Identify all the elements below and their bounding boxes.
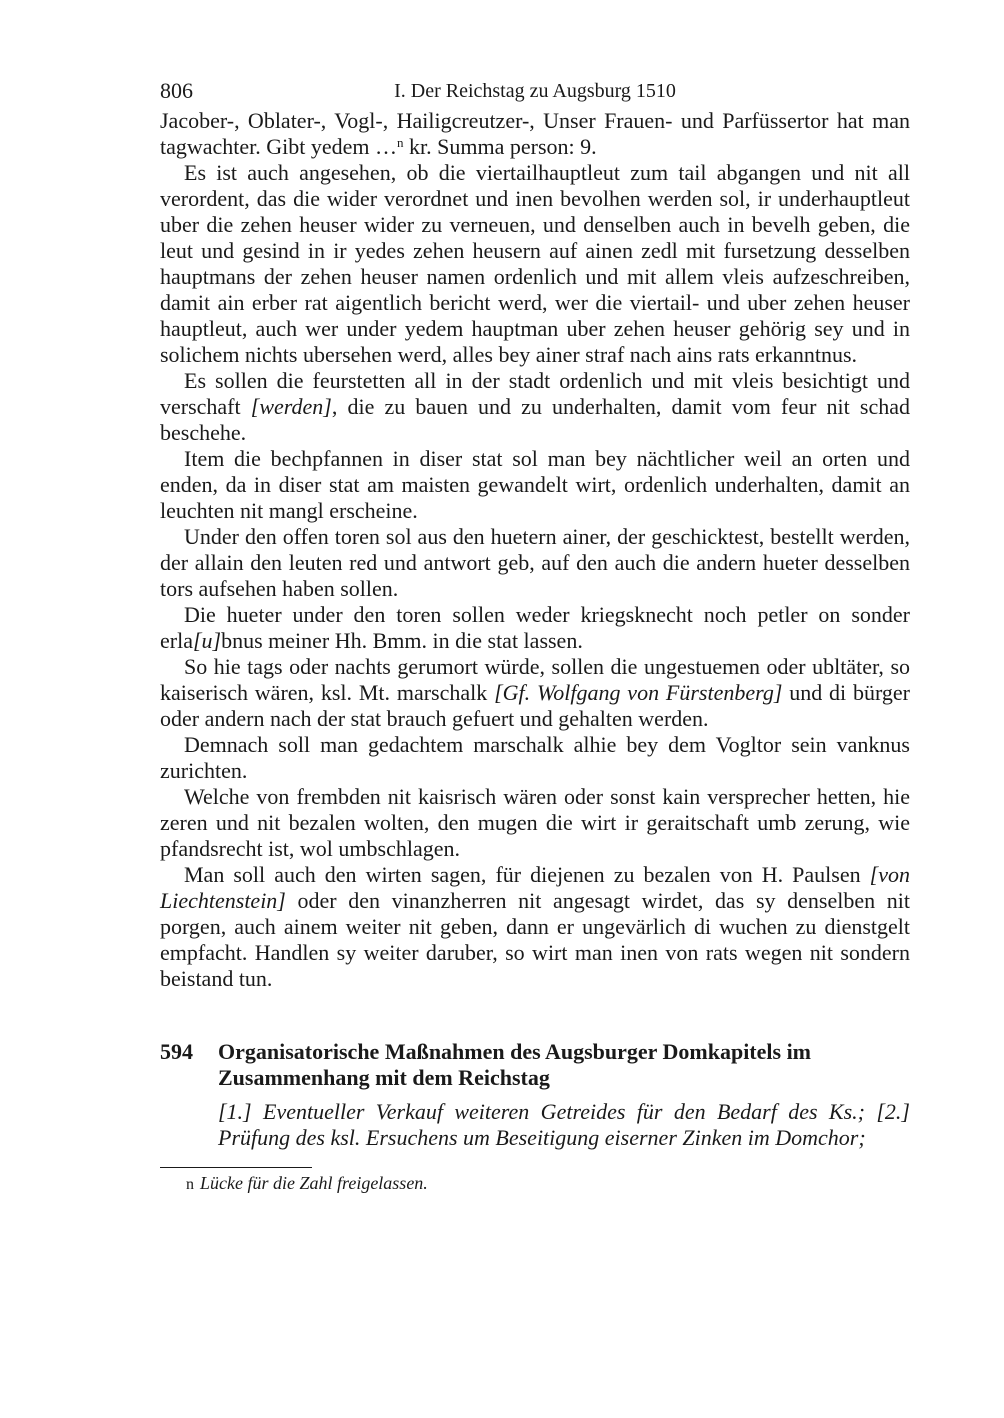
text-run: und di bürger oder andern nach der stat brauch gefuert und gehalten werden. [160,680,910,731]
text-run: Es sollen die feurstetten all in der stadt ordenlich und mit vleis besichtigt und verschaft [160,368,910,419]
editorial-insertion: [von Liechtenstein] [160,862,910,913]
paragraph [160,654,910,732]
editorial-insertion: [werden] [250,394,332,419]
paragraph [160,160,910,368]
editorial-insertion: [u] [192,628,222,653]
document-title: Organisatorische Maßnahmen des Augsburger Domkapitels im Zusammenhang mit dem Reichstag [218,1039,812,1090]
text-run: Die hueter under den toren sollen weder kriegsknecht noch petler on sonder erla [160,602,910,653]
text-run: Man soll auch den wirten sagen, für diejenen zu bezalen von H. Paulsen [184,862,870,887]
document-body [218,1039,910,1151]
paragraph [160,446,910,524]
text-run: Item die bechpfannen in diser stat sol man bey nächtlicher weil an orten und enden, da in diser stat am maisten gewandelt wirt, ordenlich underhalten, damit an leuchten nit mangl erscheine. [160,446,910,523]
footnote-mark: n [186,1176,194,1193]
paragraph [160,784,910,862]
footnote-reference: n [397,135,404,150]
footnote [160,1171,910,1197]
body-text [160,108,910,992]
paragraph [160,524,910,602]
paragraph [160,862,910,992]
text-run: bnus meiner Hh. Bmm. in die stat lassen. [221,628,583,653]
text-run: kr. Summa person: 9. [403,134,597,159]
text-run: Jacober-, Oblater-, Vogl-, Hailigcreutzer-, Unser Frauen- und Parfüssertor hat man tagwachter. Gibt yedem … [160,108,910,159]
paragraph [160,368,910,446]
text-run: Under den offen toren sol aus den huetern ainer, der geschicktest, bestellt werden, der allain den leuten red und antwort geb, auf den auch die andern hueter desselben tors aufsehen haben sollen. [160,524,910,601]
footnote-rule [160,1167,312,1168]
text-run: oder den vinanzherren nit angesagt wirdet, das sy denselben nit porgen, auch ainem weiter nit geben, dann er ungevärlich di wuchen zu dienstgelt empfacht. Handlen sy weiter daruber, so wirt man inen von rats wegen nit sondern beistand tun. [160,888,910,991]
text-run: So hie tags oder nachts gerumort würde, sollen die ungestuemen oder ubltäter, so kaiserisch wären, ksl. Mt. marschalk [160,654,910,705]
document-number: 594 [160,1039,193,1064]
paragraph [160,732,910,784]
document-entry [160,1039,910,1151]
text-run: Es ist auch angesehen, ob die viertailhauptleut zum tail abgangen und nit all verordent, das die wider verordnet und inen bevolhen werden sol, ir underhauptleut uber die zehen heuser wider zu verneuen, und denselben auch in bevelh geben, die leut und gesind in ir yedes zehen heusern auf ainen zedl mit fursetzung desselben hauptmans der zehen heuser namen ordenlich und mit allem vleis aufzeschreiben, damit ain erber rat aigentlich bericht werd, wer die viertail- und uber zehen heuser hauptleut, auch wer under yedem hauptman uber zehen heuser gehörig sey und in solichem nichts ubersehen werd, alles bey ainer straf nach ains rats erkanntnus. [160,160,910,367]
page-number: 806 [160,78,193,103]
text-run: Welche von frembden nit kaisrisch wären oder sonst kain versprecher hetten, hie zeren und nit bezalen wolten, den mugen die wirt ir geraitschaft umb zerung, wie pfandsrecht ist, wol umbschlagen. [160,784,910,861]
paragraph [160,108,910,160]
text-run: , die zu bauen und zu underhalten, damit vom feur nit schad beschehe. [160,394,911,445]
running-title: I. Der Reichstag zu Augsburg 1510 [394,80,676,102]
document-summary: [1.] Eventueller Verkauf weiteren Getreides für den Bedarf des Ks.; [2.] Prüfung des ksl. Ersuchens um Beseitigung eiserner Zinken im Domchor; [218,1099,910,1150]
footnote-text: Lücke für die Zahl freigelassen. [200,1173,428,1193]
text-run: Demnach soll man gedachtem marschalk alhie bey dem Vogltor sein vanknus zurichten. [160,732,910,783]
page [160,78,910,1197]
editorial-insertion: [Gf. Wolfgang von Fürstenberg] [494,680,783,705]
paragraph [160,602,910,654]
running-header [160,78,910,108]
